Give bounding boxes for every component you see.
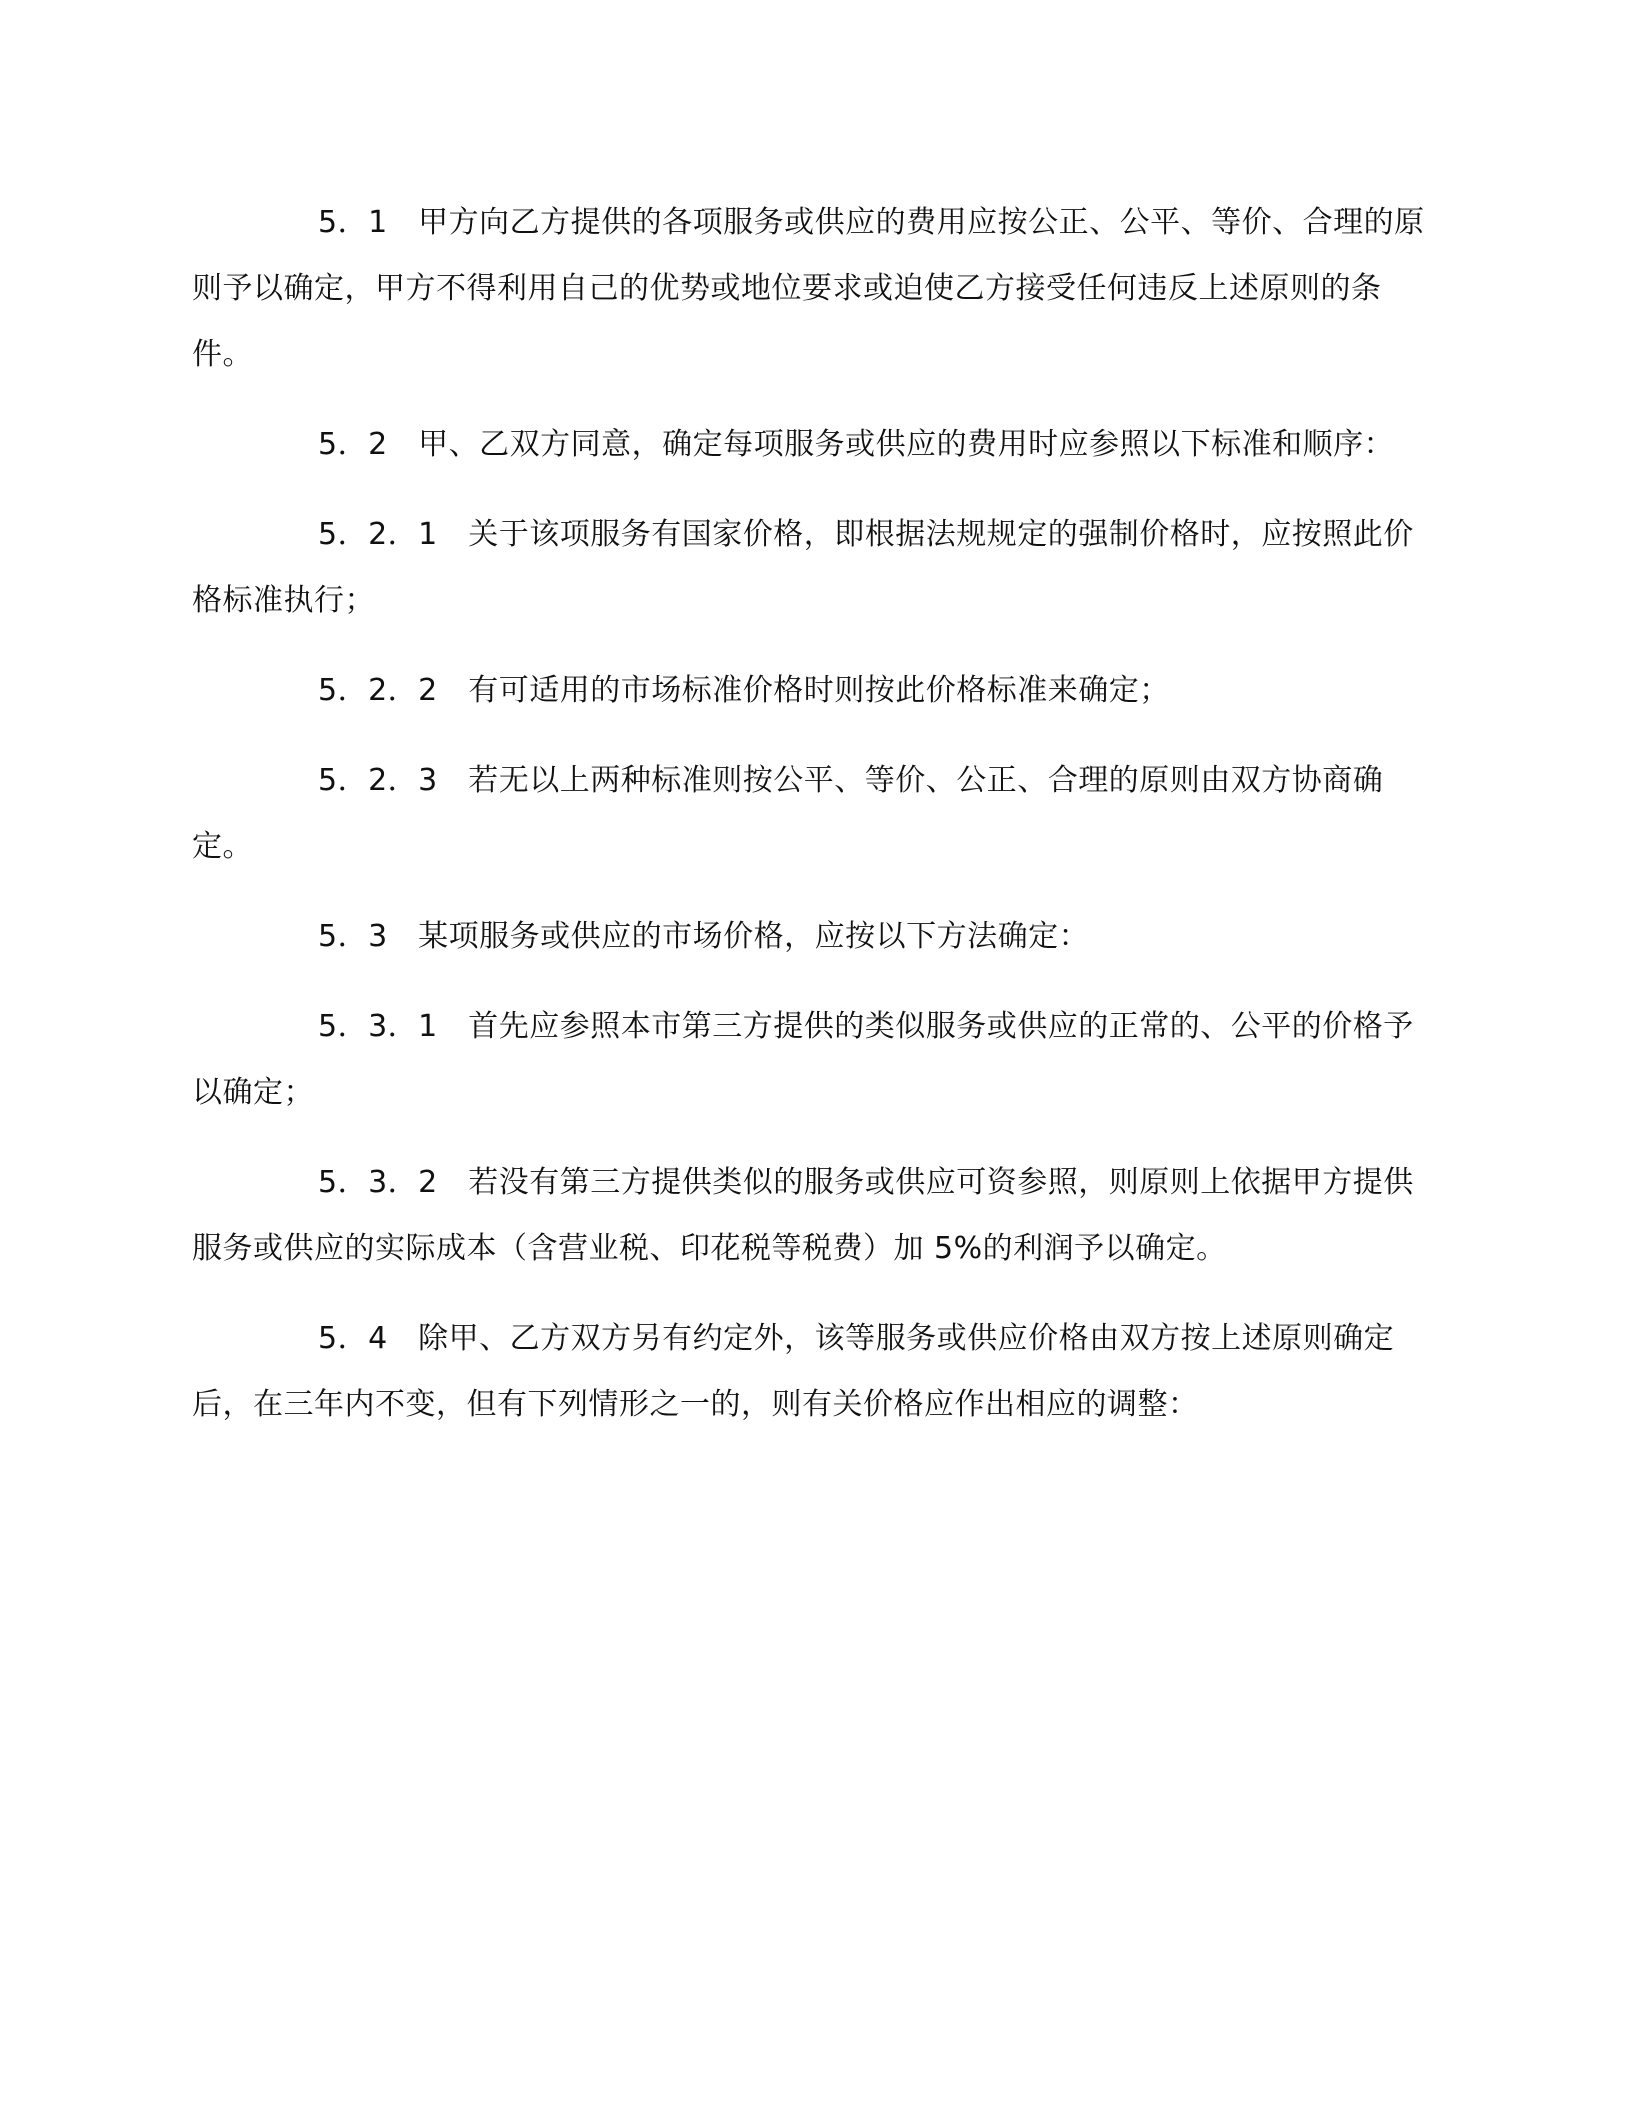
clause-5-2-2: 5．2．2 有可适用的市场标准价格时则按此价格标准来确定； — [318, 673, 1170, 708]
clause-5-3: 5．3 某项服务或供应的市场价格，应按以下方法确定： — [318, 919, 1090, 954]
clause-5-1: 5．1 甲方向乙方提供的各项服务或供应的费用应按公正、公平、等价、合理的原则予以确定，甲方不得利用自己的优势或地位要求或迫使乙方接受任何违反上述原则的条件。 — [192, 205, 1425, 372]
clause-5-2-3: 5．2．3 若无以上两种标准则按公平、等价、公正、合理的原则由双方协商确定。 — [192, 763, 1384, 864]
clause-5-3-2: 5．3．2 若没有第三方提供类似的服务或供应可资参照，则原则上依据甲方提供服务或供应的实际成本（含营业税、印花税等税费）加 5%的利润予以确定。 — [192, 1165, 1414, 1266]
clause-5-2: 5．2 甲、乙双方同意，确定每项服务或供应的费用时应参照以下标准和顺序： — [318, 427, 1395, 462]
clause-5-2-1: 5．2．1 关于该项服务有国家价格，即根据法规规定的强制价格时，应按照此价格标准执行； — [192, 517, 1414, 618]
clause-5-3-1: 5．3．1 首先应参照本市第三方提供的类似服务或供应的正常的、公平的价格予以确定； — [192, 1009, 1414, 1110]
document-body — [192, 190, 1432, 1462]
clause-5-4: 5．4 除甲、乙方双方另有约定外，该等服务或供应价格由双方按上述原则确定后，在三年内不变，但有下列情形之一的，则有关价格应作出相应的调整： — [192, 1321, 1395, 1422]
